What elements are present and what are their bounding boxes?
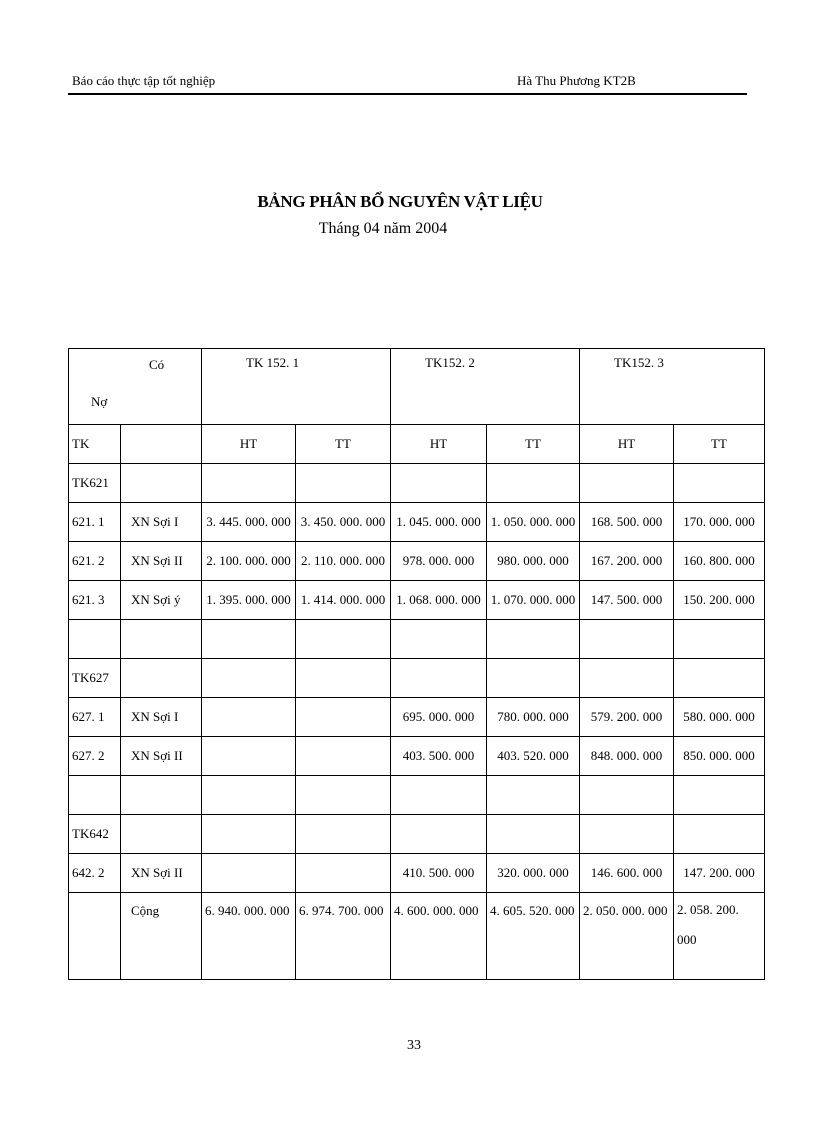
row-value-cell: 168. 500. 000: [580, 503, 674, 542]
row-unit-cell: [121, 464, 202, 503]
row-account-cell: 621. 2: [69, 542, 121, 581]
row-value-cell: [296, 698, 391, 737]
row-value-cell: [202, 815, 296, 854]
table-row: [69, 620, 765, 659]
document-subtitle: Tháng 04 năm 2004: [318, 220, 448, 237]
document-title: BẢNG PHÂN BỔ NGUYÊN VẬT LIỆU: [257, 192, 543, 211]
row-value-cell: [580, 464, 674, 503]
total-tk-cell: [69, 893, 121, 980]
row-value-cell: 147. 500. 000: [580, 581, 674, 620]
row-value-cell: 3. 445. 000. 000: [202, 503, 296, 542]
row-value-cell: [202, 698, 296, 737]
row-value-cell: [674, 659, 765, 698]
header-rule: [68, 93, 747, 95]
table-row: [69, 698, 765, 737]
col-name-header: [121, 425, 202, 464]
table-row: [69, 581, 765, 620]
table-header-row: [69, 349, 765, 425]
row-value-cell: 1. 045. 000. 000: [391, 503, 487, 542]
row-account-cell: 621. 3: [69, 581, 121, 620]
row-account-cell: 627. 2: [69, 737, 121, 776]
corner-co-label: Có: [149, 357, 165, 372]
row-account-cell: 621. 1: [69, 503, 121, 542]
row-value-cell: 579. 200. 000: [580, 698, 674, 737]
row-value-cell: [296, 737, 391, 776]
row-value-cell: [674, 776, 765, 815]
table-row: [69, 659, 765, 698]
row-value-cell: [202, 776, 296, 815]
row-value-cell: [674, 815, 765, 854]
table-row: [69, 737, 765, 776]
row-value-cell: 1. 395. 000. 000: [202, 581, 296, 620]
row-value-cell: 695. 000. 000: [391, 698, 487, 737]
table-body: [69, 464, 765, 893]
row-value-cell: [674, 464, 765, 503]
sub-ht-header: HT: [580, 425, 674, 464]
sub-tt-header: TT: [674, 425, 765, 464]
row-value-cell: 1. 414. 000. 000: [296, 581, 391, 620]
row-unit-cell: [121, 776, 202, 815]
total-row: [69, 893, 765, 980]
row-value-cell: [487, 776, 580, 815]
row-unit-cell: XN Sợi ý: [121, 581, 202, 620]
total-value-cell: 4. 605. 520. 000: [487, 893, 580, 980]
row-value-cell: [487, 659, 580, 698]
row-value-cell: [580, 815, 674, 854]
row-value-cell: [487, 620, 580, 659]
corner-no-label: Nợ: [91, 394, 108, 409]
row-value-cell: [487, 464, 580, 503]
row-value-cell: 1. 068. 000. 000: [391, 581, 487, 620]
row-unit-cell: XN Sợi I: [121, 503, 202, 542]
row-unit-cell: [121, 659, 202, 698]
table-row: [69, 776, 765, 815]
row-unit-cell: [121, 815, 202, 854]
group-header-tk1523: TK152. 3: [580, 349, 765, 425]
group-header-tk1521: TK 152. 1: [202, 349, 391, 425]
group-header-tk1522: TK152. 2: [391, 349, 580, 425]
row-value-cell: 2. 100. 000. 000: [202, 542, 296, 581]
row-account-cell: TK627: [69, 659, 121, 698]
row-value-cell: 580. 000. 000: [674, 698, 765, 737]
sub-tt-header: TT: [296, 425, 391, 464]
row-unit-cell: XN Sợi I: [121, 698, 202, 737]
row-value-cell: 147. 200. 000: [674, 854, 765, 893]
row-account-cell: [69, 776, 121, 815]
row-value-cell: 160. 800. 000: [674, 542, 765, 581]
row-unit-cell: XN Sợi II: [121, 737, 202, 776]
row-value-cell: [580, 659, 674, 698]
row-value-cell: 170. 000. 000: [674, 503, 765, 542]
row-value-cell: 403. 500. 000: [391, 737, 487, 776]
row-value-cell: 978. 000. 000: [391, 542, 487, 581]
allocation-table: [68, 348, 765, 980]
sub-ht-header: HT: [391, 425, 487, 464]
row-value-cell: 403. 520. 000: [487, 737, 580, 776]
header-author: Hà Thu Phương KT2B: [517, 73, 636, 88]
total-value-cell: 6. 940. 000. 000: [202, 893, 296, 980]
row-value-cell: [391, 815, 487, 854]
row-value-cell: [580, 776, 674, 815]
row-value-cell: [391, 659, 487, 698]
table-row: [69, 542, 765, 581]
row-value-cell: [674, 620, 765, 659]
table-subheader-row: [69, 425, 765, 464]
header-report-title: Báo cáo thực tập tốt nghiệp: [72, 73, 216, 88]
row-unit-cell: [121, 620, 202, 659]
row-value-cell: [296, 854, 391, 893]
row-value-cell: 410. 500. 000: [391, 854, 487, 893]
row-account-cell: TK642: [69, 815, 121, 854]
row-value-cell: 780. 000. 000: [487, 698, 580, 737]
row-value-cell: 3. 450. 000. 000: [296, 503, 391, 542]
row-value-cell: [296, 815, 391, 854]
row-value-cell: [391, 776, 487, 815]
sub-ht-header: HT: [202, 425, 296, 464]
sub-tt-header: TT: [487, 425, 580, 464]
table-row: [69, 503, 765, 542]
row-value-cell: [202, 659, 296, 698]
row-value-cell: 848. 000. 000: [580, 737, 674, 776]
row-account-cell: [69, 620, 121, 659]
row-unit-cell: XN Sợi II: [121, 854, 202, 893]
row-account-cell: 627. 1: [69, 698, 121, 737]
row-value-cell: [202, 620, 296, 659]
table-row: [69, 815, 765, 854]
row-account-cell: TK621: [69, 464, 121, 503]
row-value-cell: 150. 200. 000: [674, 581, 765, 620]
row-value-cell: 1. 070. 000. 000: [487, 581, 580, 620]
row-unit-cell: XN Sợi II: [121, 542, 202, 581]
row-value-cell: [391, 620, 487, 659]
row-value-cell: [202, 737, 296, 776]
row-value-cell: 850. 000. 000: [674, 737, 765, 776]
row-value-cell: 2. 110. 000. 000: [296, 542, 391, 581]
total-value-cell: 2. 058. 200. 000: [674, 893, 765, 980]
row-value-cell: [296, 620, 391, 659]
row-value-cell: [580, 620, 674, 659]
total-value-cell: 6. 974. 700. 000: [296, 893, 391, 980]
row-value-cell: 1. 050. 000. 000: [487, 503, 580, 542]
row-value-cell: 320. 000. 000: [487, 854, 580, 893]
row-account-cell: 642. 2: [69, 854, 121, 893]
row-value-cell: 146. 600. 000: [580, 854, 674, 893]
page-number: 33: [407, 1038, 421, 1053]
row-value-cell: [202, 464, 296, 503]
row-value-cell: [391, 464, 487, 503]
total-value-cell: 4. 600. 000. 000: [391, 893, 487, 980]
row-value-cell: [202, 854, 296, 893]
corner-cell: [69, 349, 202, 425]
row-value-cell: 980. 000. 000: [487, 542, 580, 581]
row-value-cell: [296, 659, 391, 698]
row-value-cell: [296, 776, 391, 815]
total-value-cell: 2. 050. 000. 000: [580, 893, 674, 980]
table-row: [69, 854, 765, 893]
total-label: Cộng: [121, 893, 202, 980]
row-value-cell: [487, 815, 580, 854]
table-row: [69, 464, 765, 503]
row-value-cell: [296, 464, 391, 503]
row-value-cell: 167. 200. 000: [580, 542, 674, 581]
col-tk-header: TK: [69, 425, 121, 464]
